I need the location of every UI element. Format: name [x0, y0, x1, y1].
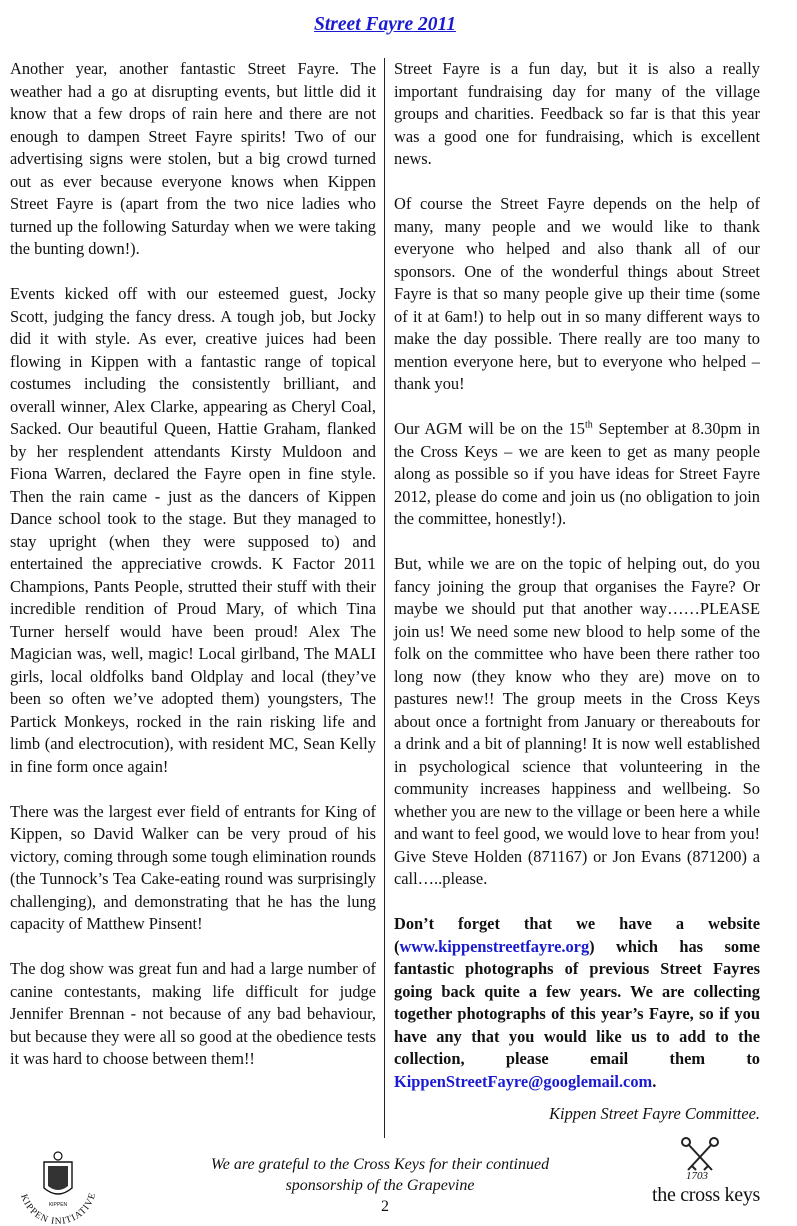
paragraph: Of course the Street Fayre depends on the help of many, many people and we would like to thank everyone who helped and also thank all of our sponsors. One of the wonderful things about Street Fayre is that so many people give up their time (some of it at 6am!) to help out in so many different ways to make the day possible. There really are too many to mention everyone here, but to everyone who helped – thank you! — [394, 194, 760, 393]
agm-paragraph — [394, 418, 760, 531]
logo-name: the cross keys — [652, 1184, 760, 1206]
page-title: Street Fayre 2011 — [314, 14, 456, 35]
paragraph: But, while we are on the topic of helping out, do you fancy joining the group that organises the Fayre? Or maybe we should put that another way……PLEASE join us! We need some new blood to help some of the folk on the committee who have been there rather too long now (they know who they are) move on to pastures new!! The group meets in the Cross Keys about once a fortnight from January or thereabouts for a drink and a bit of planning! It is now well established in psychological science that volunteering in the community increases happiness and wellbeing. So whether you are new to the village or been here a while and want to feel good, we would love to hear from you! Give Steve Holden (871167) or Jon Evans (871200) a call…..please. — [394, 554, 760, 888]
text: . — [652, 1071, 657, 1091]
column-divider — [384, 58, 385, 1138]
logo-year: 1703 — [686, 1170, 708, 1182]
text: Don’t forget that we have a website ( — [394, 914, 760, 956]
text: September at 8.30pm in the Cross Keys – we are keen to get as many people along as possible so if you have ideas for Street Fayre 2012, please do come and join us (no obligation to join the committee, honestly!). — [394, 419, 760, 528]
text: Our AGM will be on the 15 — [394, 419, 585, 438]
footer-line: We are grateful to the Cross Keys for their continued — [210, 1156, 550, 1173]
footer-line: sponsorship of the Grapevine — [285, 1177, 475, 1194]
signature: Kippen Street Fayre Committee. — [549, 1104, 760, 1123]
paragraph: Another year, another fantastic Street Fayre. The weather had a go at disrupting events, but little did it know that a few drops of rain here and there are not enough to dampen Street Fayre spirits! Two of our advertising signs were stolen, but a big crowd turned out as ever because everyone knows when Kippen Street Fayre is (apart from the two nice ladies who turned up the following Saturday when we were taking the bunting down!). — [10, 59, 376, 258]
cross-keys-logo — [636, 1134, 766, 1224]
text: ) which has some fantastic photographs of previous Street Fayres going back quite a few years. We are collecting together photographs of this year’s Fayre, so if you have any that you would like us to add to the collection, please email them to — [394, 936, 760, 1068]
left-column — [10, 58, 376, 1093]
website-link[interactable]: www.kippenstreetfayre.org — [399, 936, 590, 956]
logo-arc-text: KIPPEN INITIATIVE — [18, 1191, 99, 1224]
website-paragraph — [394, 913, 760, 1093]
paragraph: There was the largest ever field of entrants for King of Kippen, so David Walker can be very proud of his victory, coming through some tough elimination rounds (the Tunnock’s Tea Cake-eating round was surprisingly challenging), and demonstrating that he has the lung capacity of Matthew Pinsent! — [10, 801, 376, 933]
email-link[interactable]: KippenStreetFayre@googlemail.com — [394, 1071, 653, 1091]
superscript: th — [584, 419, 593, 431]
paragraph: The dog show was great fun and had a large number of canine contestants, making life difficult for judge Jennifer Brennan - not because of any bad behaviour, but because they were all so good at the obedience tests it was hard to choose between them!! — [10, 959, 376, 1068]
page-number: 2 — [381, 1198, 389, 1215]
paragraph: Street Fayre is a fun day, but it is also a really important fundraising day for many of the village groups and charities. Feedback so far is that this year was a good one for fundraising, which is excellent news. — [394, 59, 760, 168]
logo-small-text: KIPPEN — [48, 1202, 68, 1208]
right-column — [394, 58, 760, 1126]
paragraph: Events kicked off with our esteemed guest, Jocky Scott, judging the fancy dress. A tough job, but Jocky did it with style. As ever, creative juices had been flowing in Kippen with a fantastic range of topical costumes including the consistently brilliant, and overall winner, Alex Clarke, appearing as Cheryl Coal, Sacked. Our beautiful Queen, Hattie Graham, flanked by her resplendent attendants Kirsty Muldoon and Fiona Warren, declared the Fayre open in fine style. Then the rain came - just as the dancers of Kippen Dance school took to the stage. But they managed to stay upright (when they were supposed to) and entertained the appreciative crowds. K Factor 2011 Champions, Pants People, strutted their stuff with their incredible rendition of Proud Mary, of which Tina Turner herself would have been proud! Alex The Magician was, well, magic! Local girlband, The MALI girls, local oldfolks band Oldplay and local (they’ve been so often we’ve adopted them) youngsters, The Partick Monkeys, rocked in the rain risking life and limb (and electrocution), with resident MC, Sean Kelly in fine form once again! — [10, 284, 376, 776]
footer — [170, 1154, 590, 1196]
